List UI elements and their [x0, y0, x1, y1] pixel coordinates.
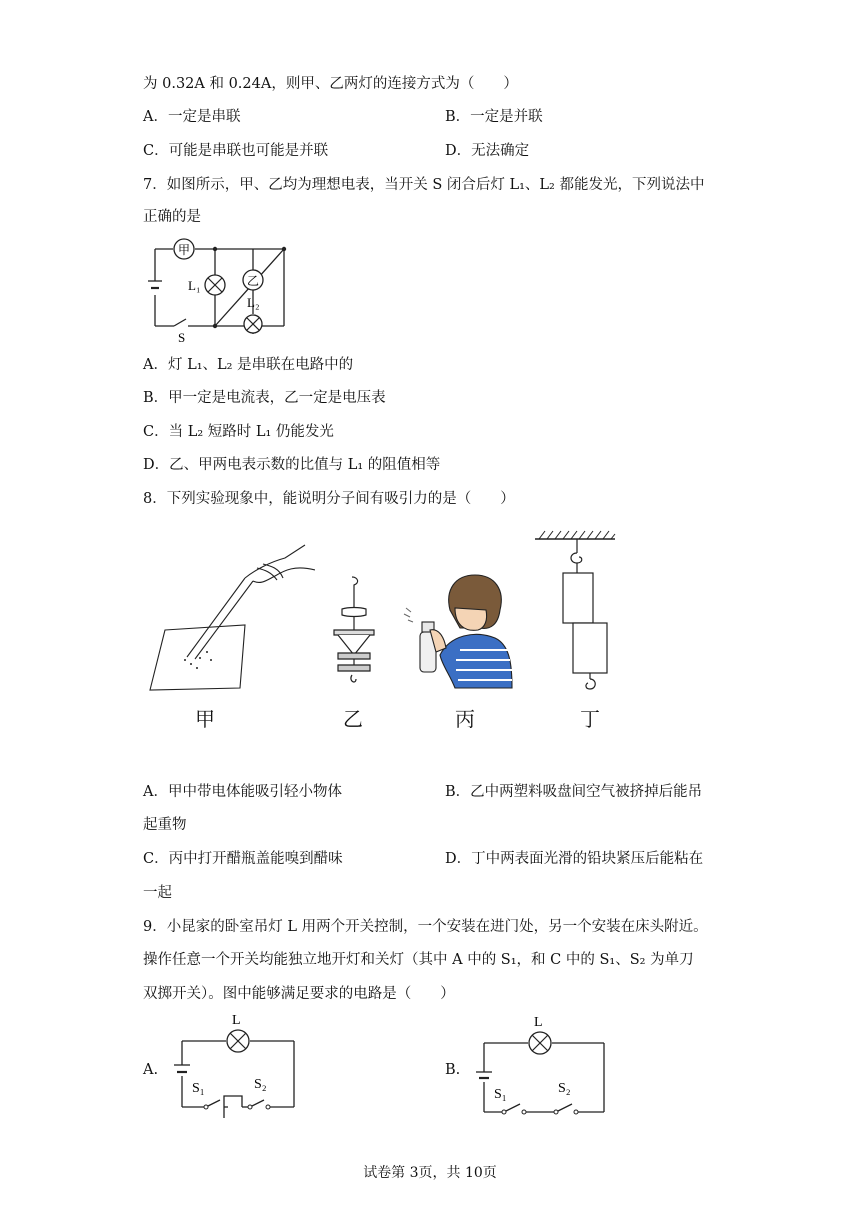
- q9-circuit-b: [472, 1012, 612, 1122]
- q9-stem-line2: 操作任意一个开关均能独立地开灯和关灯（其中 A 中的 S₁，和 C 中的 S₁、S₂ 为单刀: [143, 952, 694, 968]
- q9-option-a-label: A.: [143, 1062, 159, 1078]
- q7-circuit-diagram: [140, 233, 300, 345]
- q8-fig-label-bing: 丙: [455, 707, 475, 731]
- svg-text:S₂: S₂: [558, 1081, 571, 1096]
- svg-text:S: S: [178, 330, 186, 345]
- svg-text:S₁: S₁: [494, 1087, 507, 1102]
- q7-option-c: C．当 L₂ 短路时 L₁ 仍能发光: [143, 424, 334, 440]
- q8-option-b: B．乙中两塑料吸盘间空气被挤掉后能吊: [445, 784, 703, 800]
- q7-stem-line1: 7．如图所示，甲、乙均为理想电表，当开关 S 闭合后灯 L₁、L₂ 都能发光，下列说法中: [143, 177, 705, 193]
- meter-yi-icon: [243, 270, 263, 290]
- svg-text:L: L: [232, 1013, 241, 1028]
- q7-stem-line2: 正确的是: [143, 209, 201, 225]
- q8-fig-label-ding: 丁: [580, 707, 600, 731]
- q9-circuit-a: [170, 1010, 305, 1120]
- lamp-l-icon: [529, 1032, 551, 1054]
- q9-stem-line3: 双掷开关）。图中能够满足要求的电路是（ ）: [143, 986, 455, 1002]
- q8-fig-label-jia: 甲: [195, 707, 215, 731]
- q6-option-a: A．一定是串联: [143, 109, 241, 125]
- q8-option-b-cont: 起重物: [143, 817, 187, 833]
- svg-text:L₂: L₂: [247, 295, 260, 310]
- q8-option-a: A．甲中带电体能吸引轻小物体: [143, 784, 342, 800]
- q6-option-d: D．无法确定: [445, 143, 530, 159]
- lamp-l2-icon: [244, 315, 262, 333]
- q6-option-b: B．一定是并联: [445, 109, 543, 125]
- lamp-l-icon: [227, 1030, 249, 1052]
- svg-text:S₁: S₁: [192, 1081, 205, 1096]
- q8-option-d: D．丁中两表面光滑的铅块紧压后能粘在: [445, 851, 704, 867]
- svg-text:乙: 乙: [246, 274, 260, 288]
- svg-text:L: L: [534, 1015, 543, 1030]
- q8-stem: 8．下列实验现象中，能说明分子间有吸引力的是（ ）: [143, 491, 515, 507]
- q8-figure-yi: [330, 575, 380, 685]
- ammeter-jia-icon: [174, 239, 194, 259]
- q9-option-b-label: B.: [445, 1062, 461, 1078]
- q8-option-c: C．丙中打开醋瓶盖能嗅到醋味: [143, 851, 343, 867]
- q8-figure-bing: [400, 570, 515, 690]
- svg-text:L₁: L₁: [188, 278, 201, 293]
- q9-stem-line1: 9．小昆家的卧室吊灯 L 用两个开关控制，一个安装在进门处，另一个安装在床头附近。: [143, 919, 708, 935]
- q7-option-b: B．甲一定是电流表，乙一定是电压表: [143, 390, 386, 406]
- q7-option-d: D．乙、甲两电表示数的比值与 L₁ 的阻值相等: [143, 457, 441, 473]
- svg-text:甲: 甲: [177, 243, 191, 257]
- q6-option-c: C．可能是串联也可能是并联: [143, 143, 329, 159]
- q6-stem-continuation: 为 0.32A 和 0.24A，则甲、乙两灯的连接方式为（ ）: [143, 76, 518, 92]
- q7-option-a: A．灯 L₁、L₂ 是串联在电路中的: [143, 357, 354, 373]
- q8-fig-label-yi: 乙: [343, 707, 363, 731]
- q8-option-d-cont: 一起: [143, 885, 172, 901]
- svg-text:S₂: S₂: [254, 1077, 267, 1092]
- page-footer: 试卷第 3页，共 10页: [363, 1165, 497, 1181]
- q8-figure-jia: [145, 540, 315, 700]
- lamp-l1-icon: [205, 275, 225, 295]
- q8-figure-ding: [535, 527, 620, 697]
